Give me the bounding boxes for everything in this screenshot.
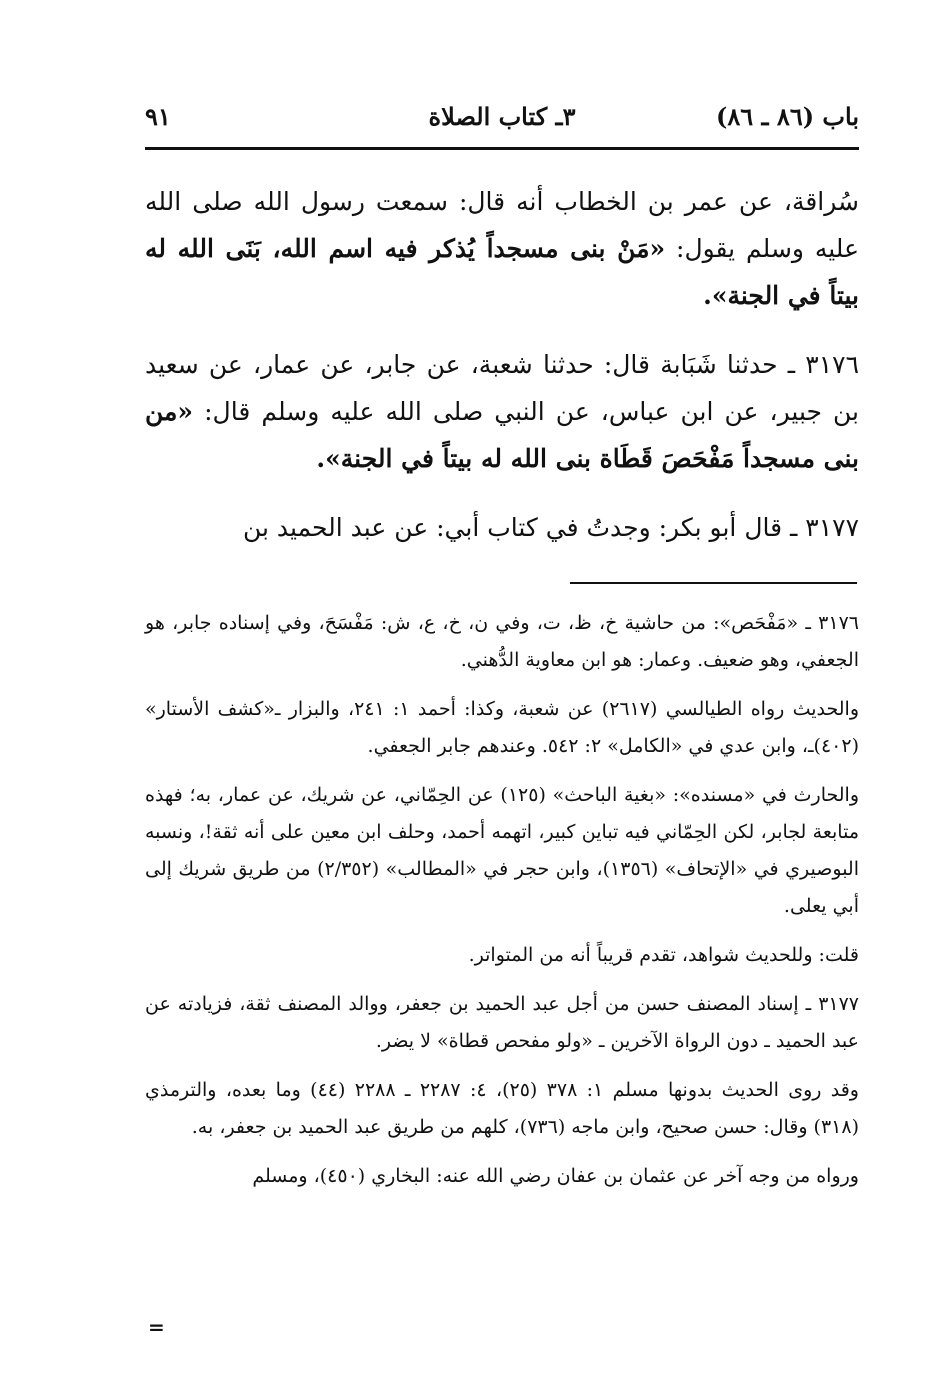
footnote: ٣١٧٦ ـ «مَفْحَص»: من حاشية خ، ظ، ت، وفي ن، خ، ع، ش: مَفْسَحَ، وفي إسناده جابر، هو الجعفي، وهو ضعيف. وعمار: هو ابن معاوية الدُّهني. [145, 612, 859, 671]
paragraph-text: سُراقة، عن عمر بن الخطاب أنه قال: سمعت رسول الله صلى الله عليه وسلم يقول: [145, 187, 859, 263]
paragraph-text: ٣١٧٧ ـ قال أبو بكر: وجدتُ في كتاب أبي: عن عبد الحميد بن [242, 513, 859, 542]
paragraph [145, 178, 859, 319]
hadith-quote: «من بنى مسجداً مَفْحَصَ قَطَاة بنى الله له بيتاً في الجنة». [145, 397, 859, 473]
hadith-quote: «مَنْ بنى مسجداً يُذكر فيه اسم الله، بَنَى الله له بيتاً في الجنة». [145, 234, 859, 310]
footnotes [145, 605, 859, 1207]
continuation-mark: = [148, 1315, 165, 1339]
footnote: ٣١٧٧ ـ إسناد المصنف حسن من أجل عبد الحميد بن جعفر، ووالد المصنف ثقة، فزيادته عن عبد الحميد ـ دون الرواة الآخرين ـ «ولو مفحص قطاة» لا يضر. [145, 993, 860, 1052]
page-number: ٩١ [145, 102, 171, 131]
chapter-heading: باب (٨٦ ـ ٨٦) [716, 102, 859, 131]
paragraph [145, 504, 859, 551]
footnote: وقد روى الحديث بدونها مسلم ١: ٣٧٨ (٢٥)، ٤: ٢٢٨٧ ـ ٢٢٨٨ (٤٤) وما بعده، والترمذي (٣١٨) وقال: حسن صحيح، وابن ماجه (٧٣٦)، كلهم من طريق عبد الحميد بن جعفر، به. [145, 1079, 859, 1138]
main-text [145, 178, 859, 573]
footnote-divider [570, 582, 857, 584]
footnote: والحديث رواه الطيالسي (٢٦١٧) عن شعبة، وكذا: أحمد ١: ٢٤١، والبزار ـ«كشف الأستار» (٤٠٢)ـ، وابن عدي في «الكامل» ٢: ٥٤٢. وعندهم جابر الجعفي. [145, 698, 860, 757]
book-title: ٣ـ كتاب الصلاة [428, 102, 576, 131]
paragraph [145, 341, 859, 482]
paragraph-text: ٣١٧٦ ـ حدثنا شَبَابة قال: حدثنا شعبة، عن جابر، عن عمار، عن سعيد بن جبير، عن ابن عباس، عن النبي صلى الله عليه وسلم قال: [145, 350, 859, 426]
header-divider [145, 147, 859, 150]
page-header [145, 100, 859, 140]
footnote: قلت: وللحديث شواهد، تقدم قريباً أنه من المتواتر. [468, 944, 859, 966]
footnote: والحارث في «مسنده»: «بغية الباحث» (١٢٥) عن الحِمّاني، عن شريك، عن عمار، به؛ فهذه متابعة لجابر، لكن الحِمّاني فيه تباين كبير، اتهمه أحمد، وحلف ابن معين على أنه ثقة!، ونسبه البوصيري في «الإتحاف» (١٣٥٦)، وابن حجر في «المطالب» (٢/٣٥٢) من طريق شريك إلى أبي يعلى. [145, 784, 859, 917]
footnote: ورواه من وجه آخر عن عثمان بن عفان رضي الله عنه: البخاري (٤٥٠)، ومسلم [252, 1165, 859, 1187]
